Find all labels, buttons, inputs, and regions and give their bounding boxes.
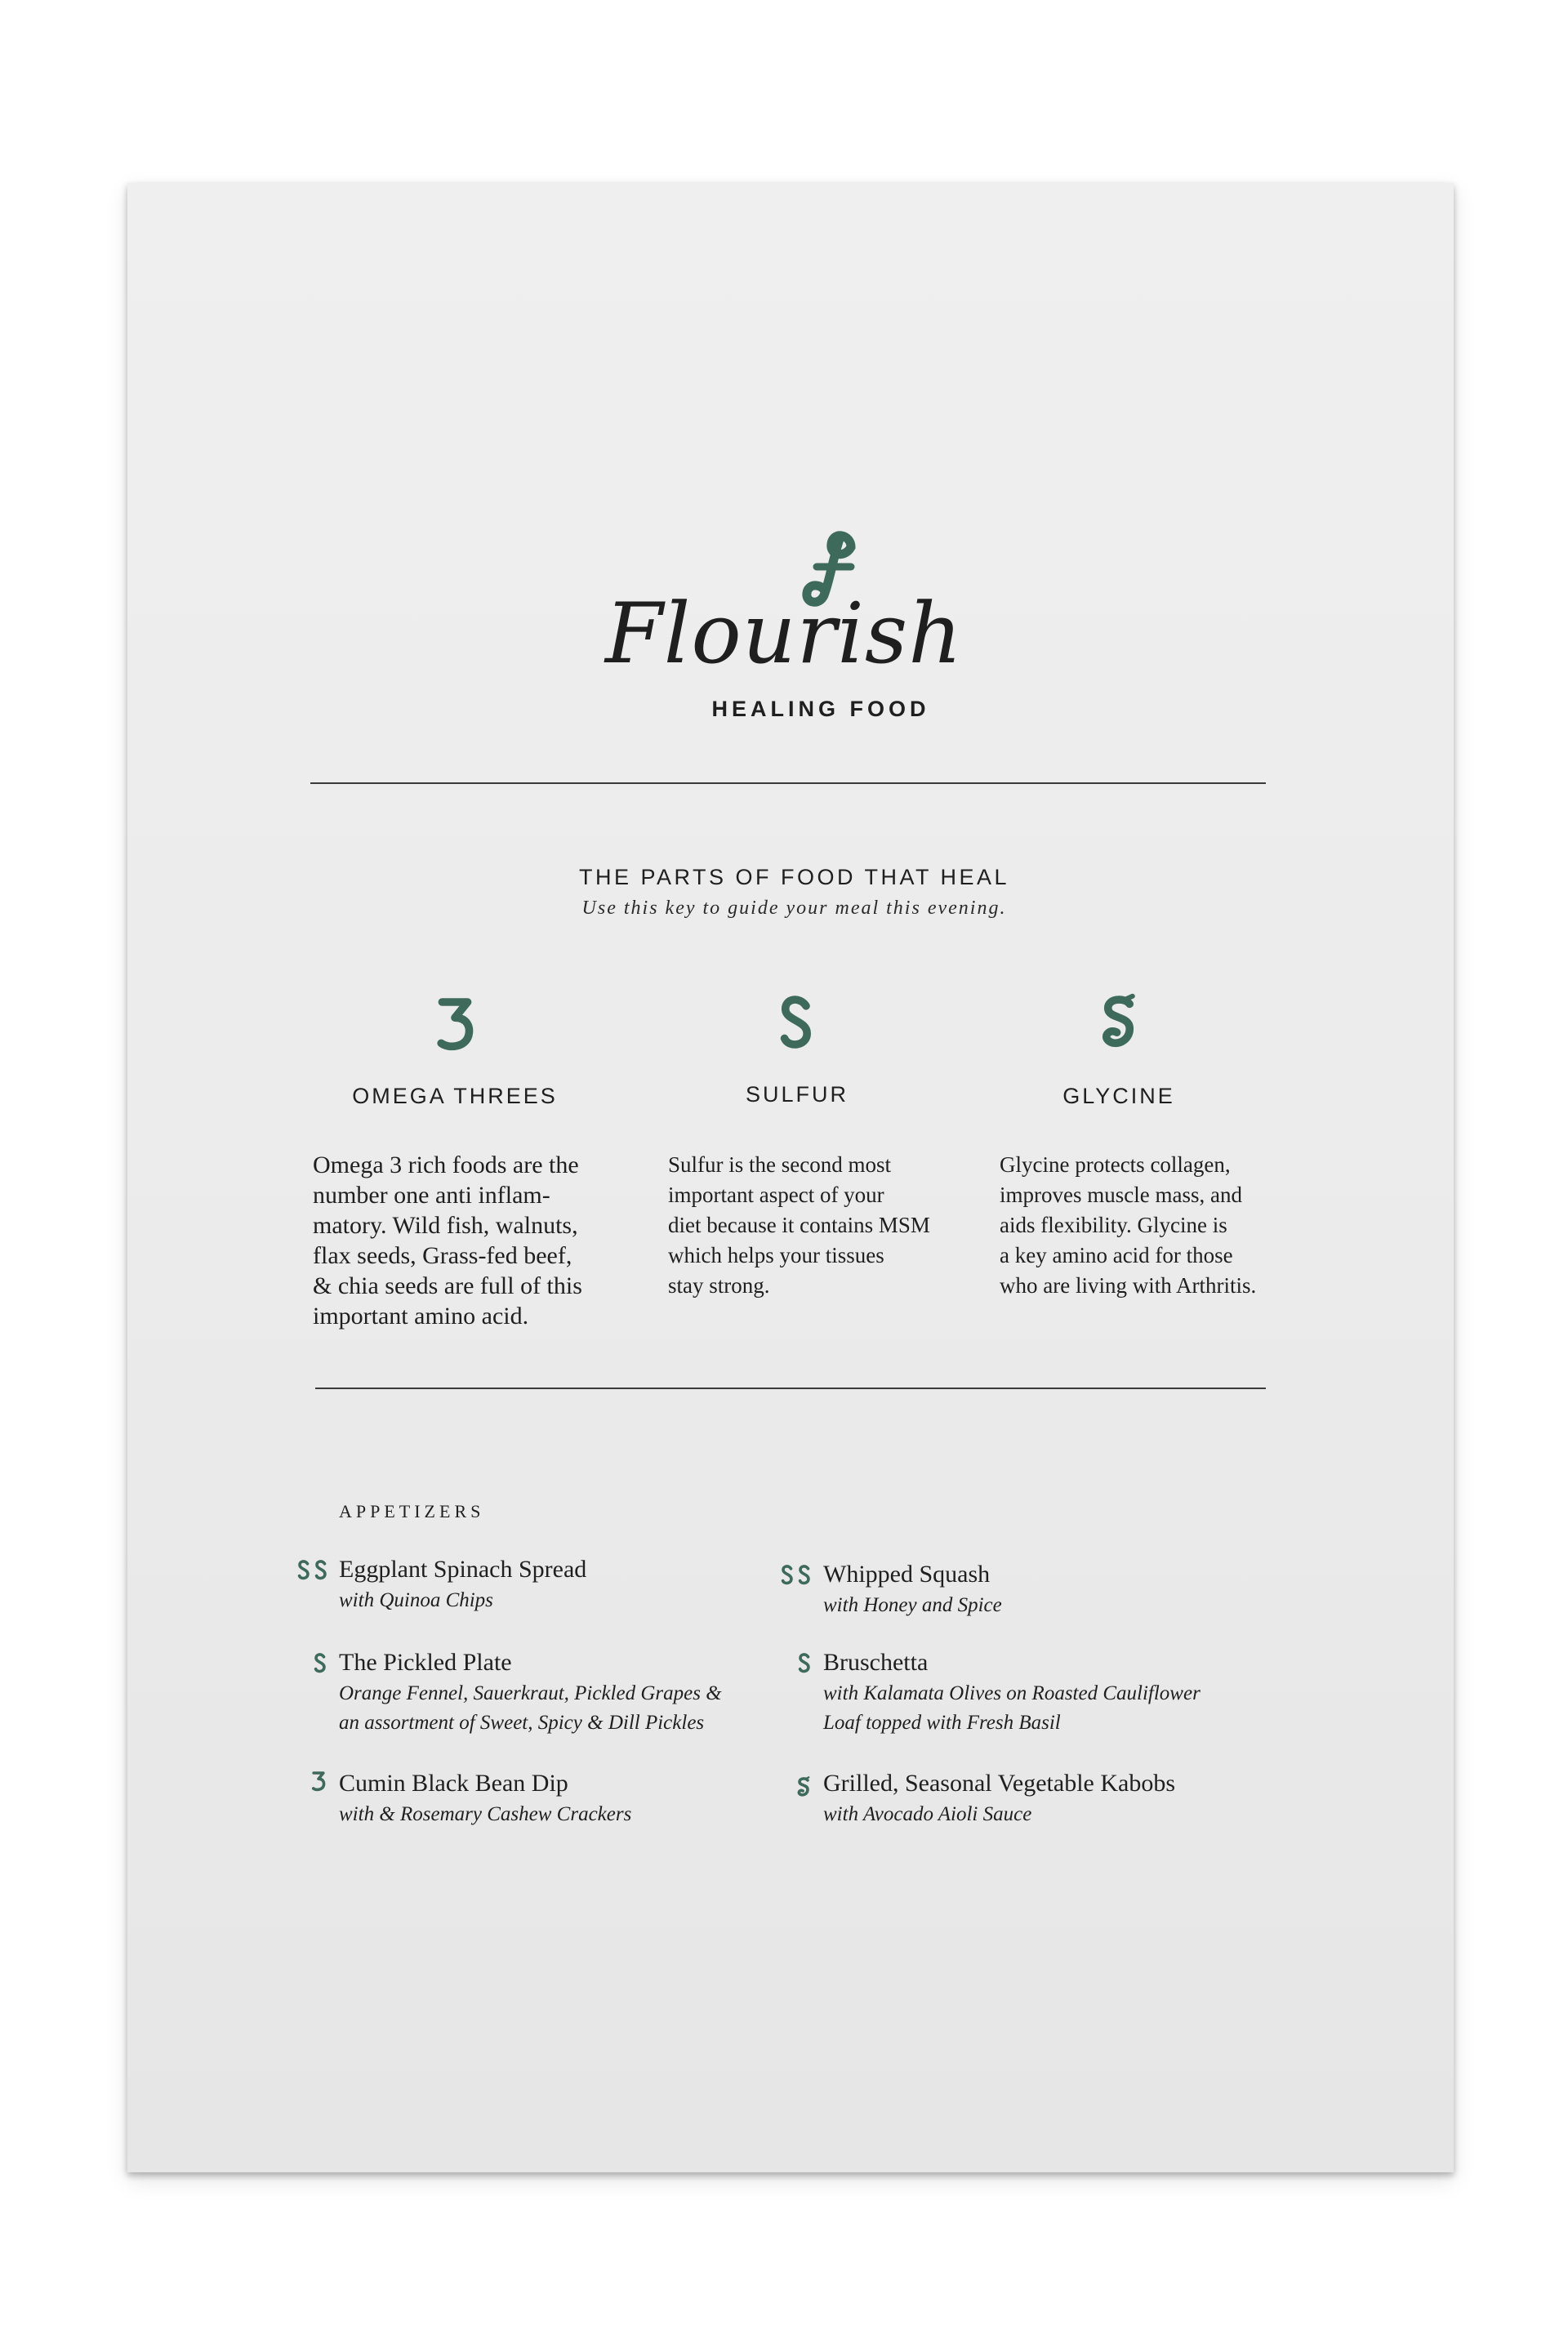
sulfur-icon: [797, 1563, 812, 1586]
glycine-icon: [1099, 992, 1138, 1051]
menu-item-name: Bruschetta: [823, 1649, 929, 1676]
top-divider: [310, 782, 1266, 784]
sulfur-icon: [314, 1558, 328, 1581]
menu-item-name: Whipped Squash: [823, 1561, 991, 1588]
key-description-glycine: Glycine protects collagen, improves muscle mass, and aids flexibility. Glycine is a key amino acid for those who are living with Arthritis.: [1000, 1152, 1257, 1298]
menu-item-whipped-squash: [823, 1560, 1002, 1620]
section-title-appetizers: APPETIZERS: [339, 1501, 485, 1521]
sulfur-icon: [313, 1651, 327, 1674]
menu-item-the-pickled-plate: [339, 1648, 722, 1738]
menu-item-icons: [313, 1651, 327, 1676]
brand-tagline: HEALING FOOD: [711, 697, 930, 721]
key-label-glycine: GLYCINE: [1062, 1084, 1175, 1108]
omega-icon: [435, 992, 474, 1051]
sulfur-icon: [777, 992, 816, 1051]
menu-item-icons: [311, 1769, 326, 1793]
brand-title: Flourish: [605, 586, 963, 683]
sulfur-icon: [296, 1558, 311, 1581]
key-subheading: Use this key to guide your meal this evening.: [581, 898, 1007, 919]
menu-item-name: Cumin Black Bean Dip: [339, 1770, 568, 1797]
menu-item-description: with Quinoa Chips: [339, 1589, 493, 1611]
glycine-icon: [796, 1775, 811, 1798]
sulfur-icon: [780, 1563, 795, 1586]
menu-item-grilled-seasonal-vegetable-kabobs: [823, 1769, 1175, 1829]
key-description-sulfur: Sulfur is the second most important aspect of your diet because it contains MSM which helps your tissues stay strong.: [668, 1152, 930, 1298]
menu-item-icons: [296, 1558, 328, 1583]
menu-item-icons: [797, 1651, 812, 1676]
key-label-omega: OMEGA THREES: [352, 1084, 558, 1108]
menu-item-name: The Pickled Plate: [339, 1649, 512, 1676]
menu-item-description: with Kalamata Olives on Roasted Cauliflower Loaf topped with Fresh Basil: [823, 1682, 1200, 1734]
middle-divider: [315, 1388, 1266, 1389]
menu-item-icons: [780, 1563, 812, 1588]
menu-item-description: with Avocado Aioli Sauce: [823, 1803, 1032, 1825]
menu-item-description: with Honey and Spice: [823, 1594, 1002, 1616]
sulfur-icon: [797, 1651, 812, 1674]
menu-item-description: Orange Fennel, Sauerkraut, Pickled Grapes & an assortment of Sweet, Spicy & Dill Pickles: [339, 1682, 722, 1734]
menu-item-icons: [796, 1775, 811, 1800]
key-description-omega: Omega 3 rich foods are the number one anti inflam- matory. Wild fish, walnuts, flax seeds, Grass-fed beef, & chia seeds are full of this important amino acid.: [313, 1152, 582, 1330]
omega-icon: [311, 1769, 326, 1792]
menu-item-description: with & Rosemary Cashew Crackers: [339, 1803, 632, 1825]
menu-item-name: Grilled, Seasonal Vegetable Kabobs: [823, 1770, 1176, 1797]
key-label-sulfur: SULFUR: [745, 1082, 849, 1107]
key-heading: THE PARTS OF FOOD THAT HEAL: [578, 865, 1010, 889]
menu-item-cumin-black-bean-dip: [339, 1769, 631, 1829]
menu-item-bruschetta: [823, 1648, 1200, 1738]
menu-item-name: Eggplant Spinach Spread: [339, 1556, 587, 1583]
menu-item-eggplant-spinach-spread: [339, 1555, 586, 1615]
